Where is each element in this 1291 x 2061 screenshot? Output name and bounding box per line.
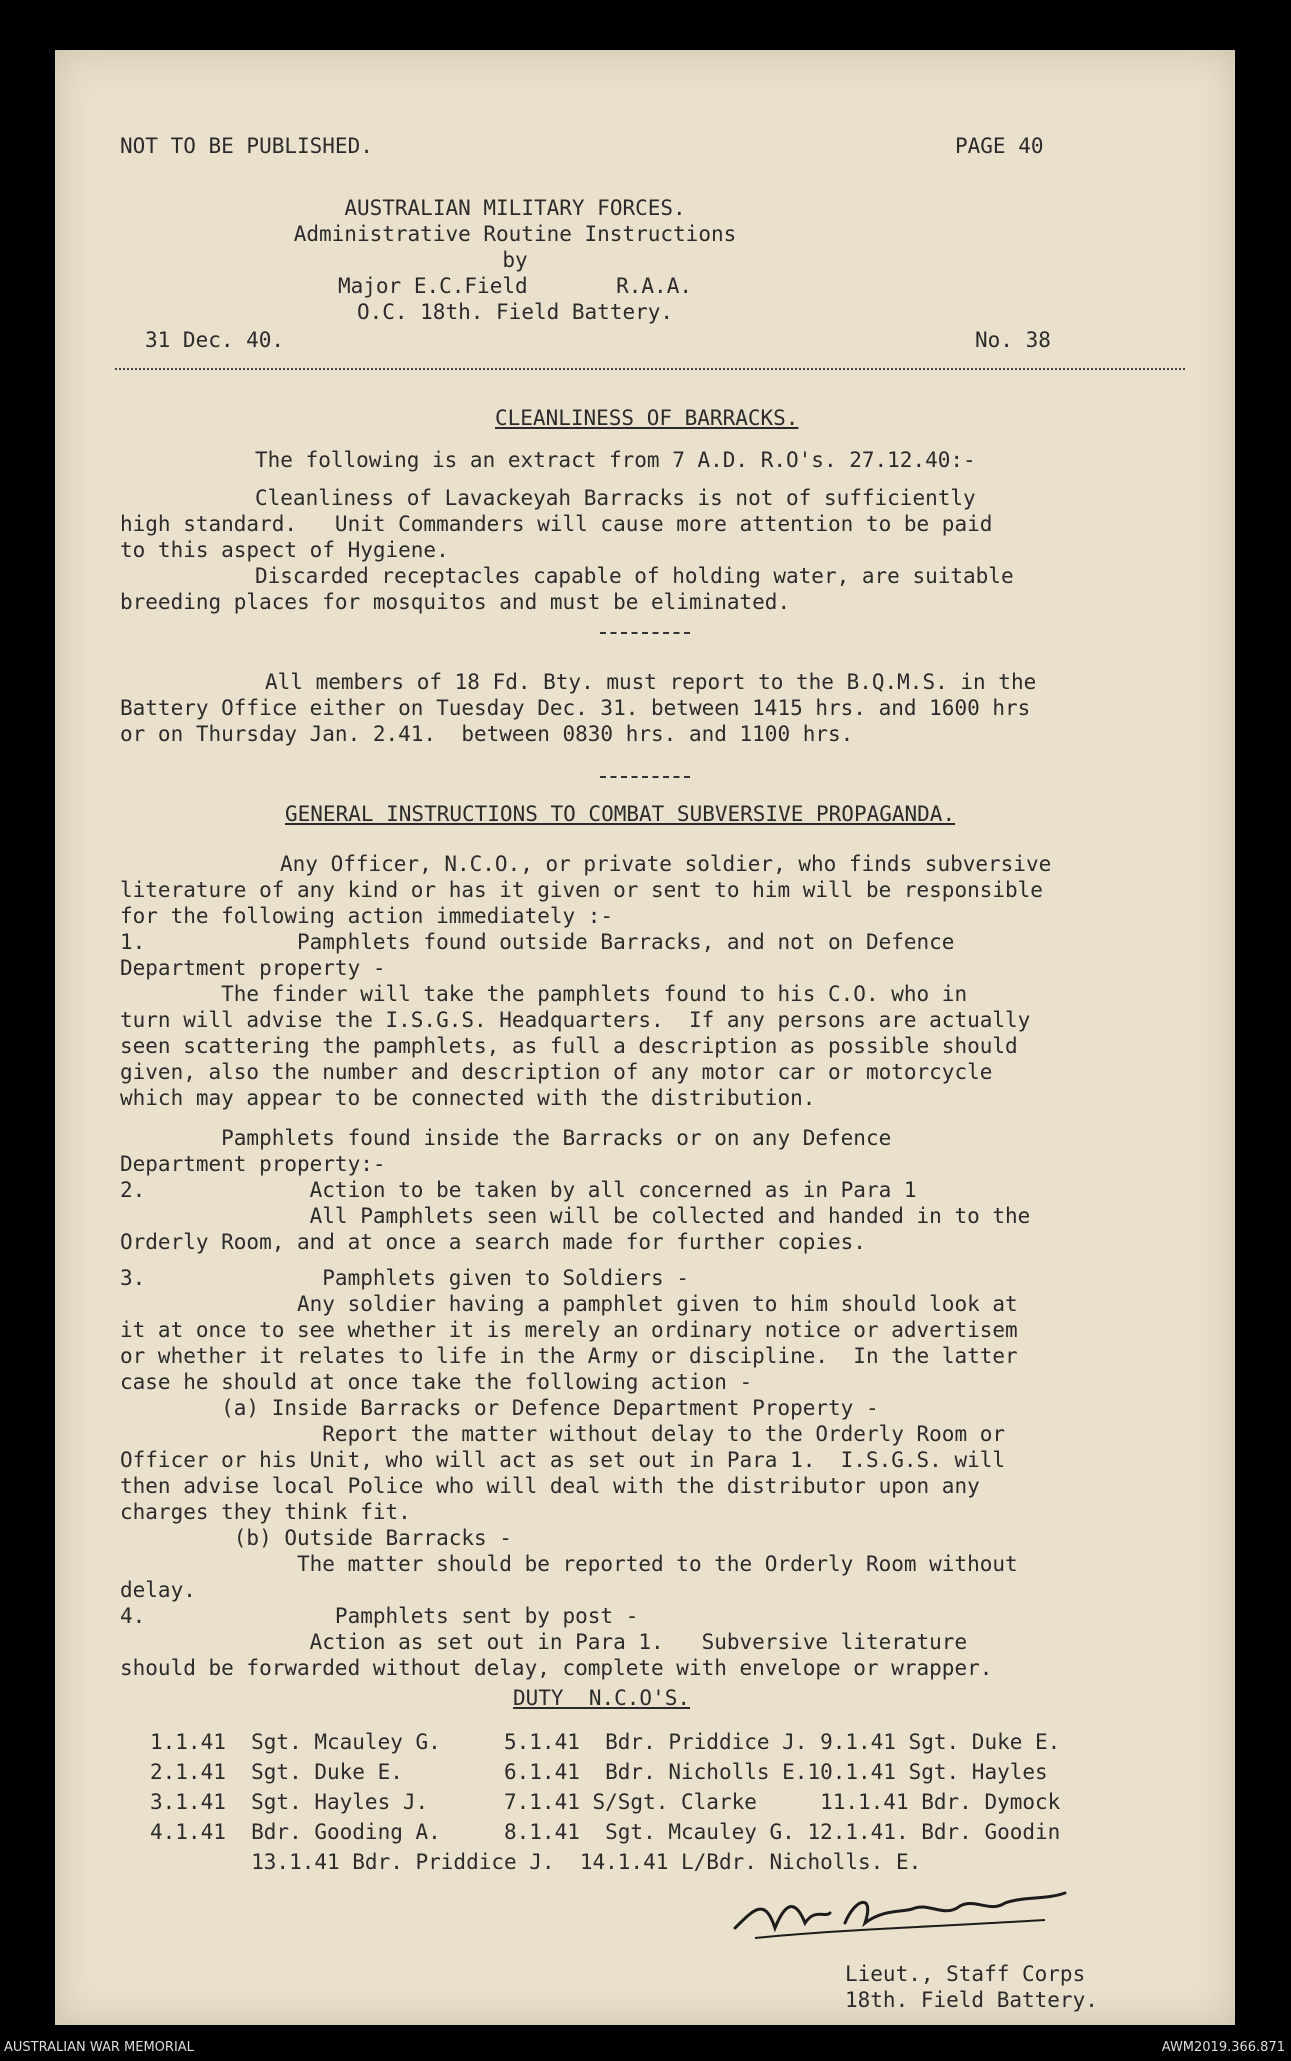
text-line: or on Thursday Jan. 2.41. between 0830 hrs. and 1100 hrs. — [120, 722, 854, 746]
duty-roster-row: 2.1.41 Sgt. Duke E. 6.1.41 Bdr. Nicholls E.10.1.41 Sgt. Hayles — [150, 1760, 1048, 1784]
section-heading-cleanliness: CLEANLINESS OF BARRACKS. — [495, 406, 799, 430]
restriction-note: NOT TO BE PUBLISHED. — [120, 134, 373, 158]
text-line: Any soldier having a pamphlet given to him should look at — [120, 1292, 1018, 1316]
text-line: breeding places for mosquitos and must be eliminated. — [120, 590, 791, 614]
header-divider — [115, 368, 1185, 370]
section-heading-duty: DUTY N.C.O'S. — [513, 1686, 691, 1710]
archive-reference: AWM2019.366.871 — [1161, 2040, 1285, 2055]
text-line: Department property - — [120, 956, 386, 980]
title-line-3: by — [502, 248, 528, 272]
text-line: high standard. Unit Commanders will cause more attention to be paid — [120, 512, 993, 536]
signatory-unit: 18th. Field Battery. — [845, 1988, 1098, 2012]
signatory-rank: Lieut., Staff Corps — [845, 1962, 1086, 1986]
archive-credit: AUSTRALIAN WAR MEMORIAL — [4, 2040, 194, 2055]
text-line: Report the matter without delay to the Orderly Room or — [120, 1422, 1006, 1446]
duty-roster-row: 3.1.41 Sgt. Hayles J. 7.1.41 S/Sgt. Clarke 11.1.41 Bdr. Dymock — [150, 1790, 1061, 1814]
text-line: charges they think fit. — [120, 1500, 411, 1524]
title-line-2: Administrative Routine Instructions — [293, 222, 737, 246]
issue-number: No. 38 — [975, 328, 1051, 352]
duty-roster-row: 1.1.41 Sgt. Mcauley G. 5.1.41 Bdr. Priddice J. 9.1.41 Sgt. Duke E. — [150, 1730, 1061, 1754]
text-line: delay. — [120, 1578, 196, 1602]
text-line: 1. Pamphlets found outside Barracks, and not on Defence — [120, 930, 955, 954]
text-line: or whether it relates to life in the Army or discipline. In the latter — [120, 1344, 1018, 1368]
text-line: literature of any kind or has it given or sent to him will be responsible — [120, 878, 1043, 902]
document-page — [55, 50, 1235, 2025]
text-line: 3. Pamphlets given to Soldiers - — [120, 1266, 689, 1290]
title-line-1: AUSTRALIAN MILITARY FORCES. — [344, 196, 686, 220]
text-line: (b) Outside Barracks - — [120, 1526, 512, 1550]
text-line: then advise local Police who will deal with the distributor upon any — [120, 1474, 980, 1498]
text-line: case he should at once take the following action - — [120, 1370, 753, 1394]
text-line: Action as set out in Para 1. Subversive literature — [120, 1630, 968, 1654]
section-separator — [600, 776, 690, 778]
handwritten-signature — [715, 1868, 1095, 1958]
title-line-5: O.C. 18th. Field Battery. — [356, 300, 674, 324]
text-line: Discarded receptacles capable of holding water, are suitable — [255, 564, 1014, 588]
text-line: Officer or his Unit, who will act as set out in Para 1. I.S.G.S. will — [120, 1448, 1006, 1472]
section-heading-propaganda: GENERAL INSTRUCTIONS TO COMBAT SUBVERSIVE PROPAGANDA. — [285, 802, 956, 826]
text-line: The finder will take the pamphlets found to his C.O. who in — [120, 982, 968, 1006]
duty-roster-row: 13.1.41 Bdr. Priddice J. 14.1.41 L/Bdr. Nicholls. E. — [150, 1850, 922, 1874]
text-line: All Pamphlets seen will be collected and handed in to the — [120, 1204, 1031, 1228]
text-line: Pamphlets found inside the Barracks or on any Defence — [120, 1126, 892, 1150]
issue-date: 31 Dec. 40. — [145, 328, 285, 352]
text-line: for the following action immediately :- — [120, 904, 614, 928]
text-line: Any Officer, N.C.O., or private soldier, who finds subversive — [280, 852, 1052, 876]
title-line-4: Major E.C.Field R.A.A. — [337, 274, 692, 298]
text-line: The following is an extract from 7 A.D. R.O's. 27.12.40:- — [255, 448, 976, 472]
text-line: Cleanliness of Lavackeyah Barracks is not of sufficiently — [255, 486, 976, 510]
text-line: it at once to see whether it is merely an ordinary notice or advertisem — [120, 1318, 1018, 1342]
text-line: given, also the number and description of any motor car or motorcycle — [120, 1060, 993, 1084]
text-line: The matter should be reported to the Orderly Room without — [120, 1552, 1018, 1576]
text-line: 2. Action to be taken by all concerned as in Para 1 — [120, 1178, 917, 1202]
text-line: Orderly Room, and at once a search made for further copies. — [120, 1230, 866, 1254]
text-line: should be forwarded without delay, complete with envelope or wrapper. — [120, 1656, 993, 1680]
text-line: All members of 18 Fd. Bty. must report to the B.Q.M.S. in the — [265, 670, 1037, 694]
text-line: seen scattering the pamphlets, as full a description as possible should — [120, 1034, 1018, 1058]
text-line: turn will advise the I.S.G.S. Headquarters. If any persons are actually — [120, 1008, 1031, 1032]
text-line: Department property:- — [120, 1152, 386, 1176]
text-line: (a) Inside Barracks or Defence Department Property - — [120, 1396, 879, 1420]
text-line: to this aspect of Hygiene. — [120, 538, 449, 562]
text-line: Battery Office either on Tuesday Dec. 31. between 1415 hrs. and 1600 hrs — [120, 696, 1031, 720]
duty-roster-row: 4.1.41 Bdr. Gooding A. 8.1.41 Sgt. Mcauley G. 12.1.41. Bdr. Goodin — [150, 1820, 1061, 1844]
text-line: which may appear to be connected with the distribution. — [120, 1086, 816, 1110]
page-number: PAGE 40 — [955, 134, 1044, 158]
text-line: 4. Pamphlets sent by post - — [120, 1604, 639, 1628]
section-separator — [600, 632, 690, 634]
